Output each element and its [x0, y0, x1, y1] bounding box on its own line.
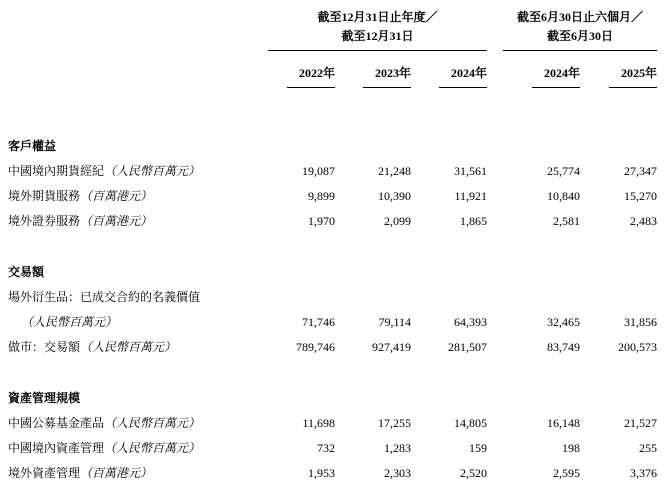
cell-value: 27,347 [624, 164, 658, 179]
cell-value: 11,921 [454, 189, 488, 204]
table-row [8, 280, 657, 305]
cell-value: 1,283 [384, 441, 411, 456]
period-group-1-line-2: 截至12月31日 [268, 27, 487, 51]
year-column-header: 2024年 [439, 64, 487, 88]
year-column-header: 2024年 [532, 64, 580, 88]
section-title-row [8, 381, 657, 406]
cell-value: 19,087 [302, 164, 335, 179]
row-label [8, 280, 657, 305]
header-years-row [8, 51, 657, 89]
row-label-text: 中國公募基金產品 [8, 416, 105, 431]
cell-value: 281,507 [448, 340, 488, 355]
row-label-text: 境外期貨服務 [8, 189, 81, 204]
header-group-row-2 [8, 27, 657, 51]
cell-value: 732 [317, 441, 335, 456]
row-unit: （百萬港元） [80, 189, 153, 204]
cell-value: 2,483 [630, 214, 658, 229]
row-unit: （人民幣百萬元） [21, 315, 118, 330]
cell-value: 2,581 [553, 214, 581, 229]
row-label-text: 做市：交易額 [8, 340, 81, 355]
period-group-1-line-1: 截至12月31日止年度／ [317, 10, 438, 24]
row-label [8, 456, 268, 481]
cell-value: 1,865 [460, 214, 488, 229]
cell-value: 3,376 [630, 466, 658, 481]
cell-value: 31,561 [454, 164, 488, 179]
cell-value: 83,749 [547, 340, 581, 355]
row-unit: （百萬港元） [80, 214, 153, 229]
cell-value: 1,953 [308, 466, 335, 481]
section-title-row [8, 255, 657, 280]
row-label-text: 場外衍生品：已成交合約的名義價值 [8, 290, 201, 305]
cell-value: 32,465 [547, 315, 581, 330]
row-unit: （人民幣百萬元） [104, 441, 201, 456]
year-column-2024 [411, 51, 487, 89]
cell-value: 2,303 [384, 466, 411, 481]
column-gap [487, 204, 503, 229]
cell-value: 200,573 [618, 340, 658, 355]
cell-value: 21,527 [624, 416, 658, 431]
cell-value: 79,114 [378, 315, 411, 330]
header-spacer-cell [8, 8, 268, 27]
row-label-text: 境外證券服務 [8, 214, 81, 229]
row-label [8, 406, 268, 431]
header-gap-cell [487, 8, 503, 27]
row-label [8, 204, 268, 229]
table-row [8, 154, 657, 179]
column-gap [487, 406, 503, 431]
column-gap [487, 431, 503, 456]
cell-value: 21,248 [378, 164, 411, 179]
cell-value: 10,390 [378, 189, 411, 204]
row-label [8, 431, 268, 456]
table-row [8, 204, 657, 229]
cell-value: 789,746 [296, 340, 335, 355]
cell-value: 198 [562, 441, 581, 456]
header-gap-cell [487, 51, 503, 89]
section-title-row [8, 129, 657, 154]
cell-value: 2,595 [553, 466, 581, 481]
year-column-header: 2022年 [287, 64, 335, 88]
year-column-2025-interim [580, 51, 657, 89]
header-spacer-cell [8, 51, 268, 89]
section-title: 資產管理規模 [8, 391, 81, 406]
column-gap [487, 305, 503, 330]
cell-value: 11,698 [302, 416, 335, 431]
cell-value: 31,856 [624, 315, 658, 330]
cell-value: 25,774 [547, 164, 581, 179]
cell-value: 64,393 [454, 315, 488, 330]
row-label-text: 中國境內資產管理 [8, 441, 105, 456]
financial-table [8, 8, 657, 481]
cell-value: 16,148 [547, 416, 581, 431]
row-label-text: 中國境內期貨經紀 [8, 164, 105, 179]
header-group-row-1 [8, 8, 657, 27]
section-title: 交易額 [8, 265, 45, 280]
header-spacer-cell [8, 27, 268, 51]
column-gap [487, 330, 503, 355]
table-row [8, 456, 657, 481]
section-spacer [8, 355, 657, 381]
table-row [8, 330, 657, 355]
cell-value: 2,520 [460, 466, 488, 481]
row-unit: （人民幣百萬元） [80, 340, 177, 355]
cell-value: 2,099 [384, 214, 411, 229]
table-body [8, 129, 657, 481]
cell-value: 927,419 [372, 340, 411, 355]
table-row [8, 179, 657, 204]
header-bottom-spacer [8, 88, 657, 129]
table-header [8, 8, 657, 129]
cell-value: 10,840 [547, 189, 581, 204]
row-unit: （人民幣百萬元） [104, 416, 201, 431]
row-label [8, 330, 268, 355]
year-column-header: 2025年 [609, 64, 657, 88]
section-title: 客戶權益 [8, 139, 57, 154]
year-column-2023 [335, 51, 411, 89]
year-column-2024-interim [503, 51, 580, 89]
cell-value: 1,970 [308, 214, 335, 229]
table-row [8, 406, 657, 431]
column-gap [487, 456, 503, 481]
cell-value: 17,255 [378, 416, 411, 431]
cell-value: 159 [469, 441, 488, 456]
cell-value: 71,746 [302, 315, 335, 330]
section-spacer [8, 229, 657, 255]
table-row [8, 305, 657, 330]
row-label [8, 305, 268, 330]
row-label-text: 境外資產管理 [8, 466, 81, 481]
header-gap-cell [487, 27, 503, 51]
cell-value: 255 [639, 441, 658, 456]
cell-value: 15,270 [624, 189, 658, 204]
year-column-header: 2023年 [363, 64, 411, 88]
table-row [8, 431, 657, 456]
column-gap [487, 179, 503, 204]
period-group-2-line-1: 截至6月30日止六個月／ [517, 10, 644, 24]
cell-value: 14,805 [454, 416, 488, 431]
year-column-2022 [268, 51, 335, 89]
row-unit: （百萬港元） [80, 466, 153, 481]
row-label [8, 154, 268, 179]
row-label [8, 179, 268, 204]
column-gap [487, 154, 503, 179]
period-group-2-line-2: 截至6月30日 [503, 27, 657, 51]
row-unit: （人民幣百萬元） [104, 164, 201, 179]
cell-value: 9,899 [308, 189, 335, 204]
